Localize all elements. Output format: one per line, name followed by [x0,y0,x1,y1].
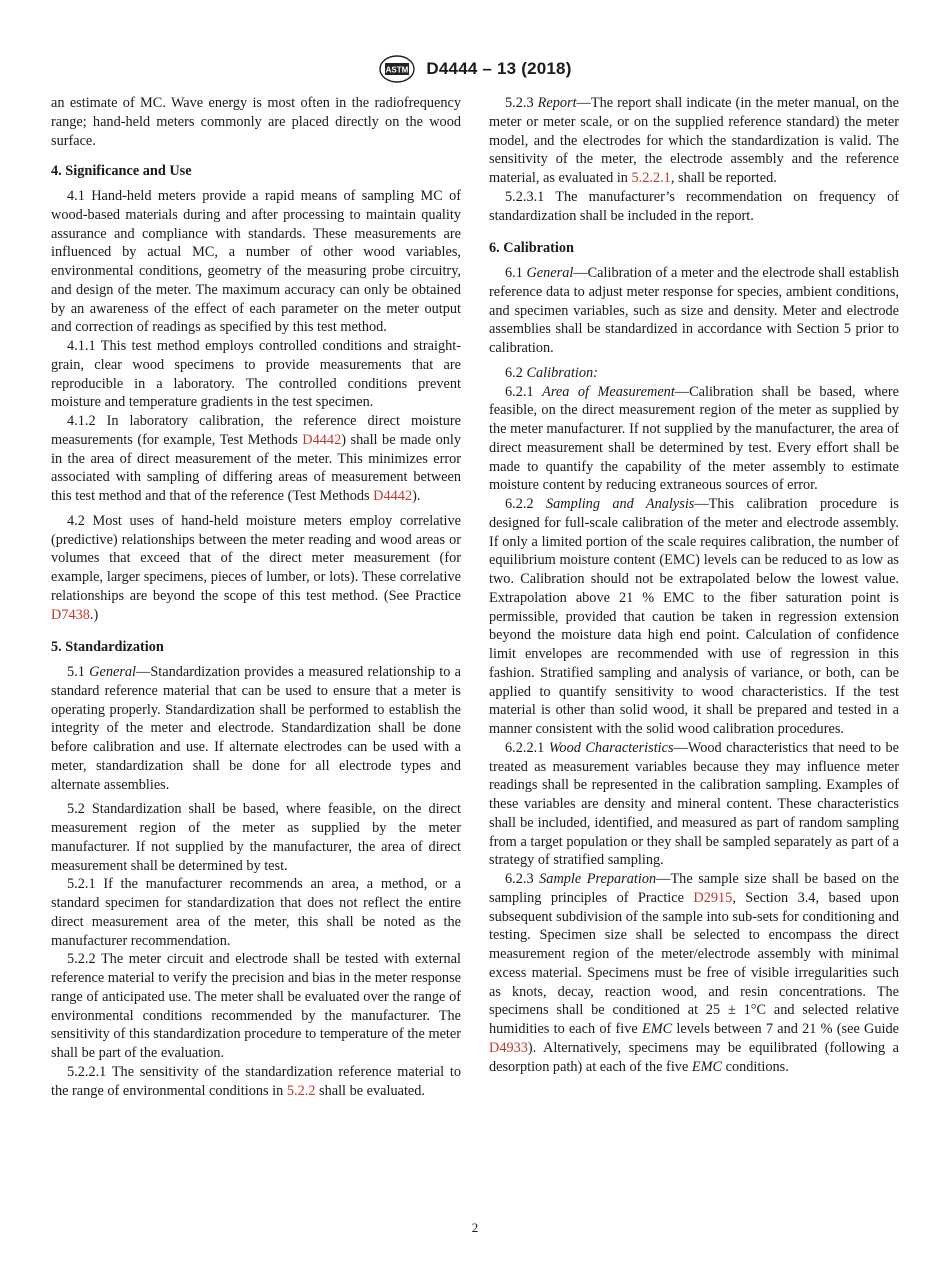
paragraph-4-2: 4.2 Most uses of hand-held moisture meters employ correlative (predictive) relationships between the meter reading and wood areas or volumes that exceed that of the direct meter measurement (for example, larger specimens, pieces of lumber, or lots). These correlative relationships are beyond the scope of this test method. (See Practice D7438.) [51,512,461,623]
paragraph-6-2-1: 6.2.1 Area of Measurement—Calibration shall be based, where feasible, on the direct measurement region of the meter as supplied by the meter manufacturer. If not supplied by the manufacturer, the area of direct measurement shall be determined by test. Every effort shall be made to quantify the capability of the meter assembly to estimate moisture content by reducing extraneous sources of error. [489,383,899,494]
paragraph-5-2-2: 5.2.2 The meter circuit and electrode shall be tested with external reference material to verify the precision and bias in the meter response range of anticipated use. The meter shall be evaluated over the range of environmental conditions recommended by the manufacturer. The sensitivity of this standardization procedure to temperature of the meter shall be part of the evaluation. [51,951,461,1061]
paragraph-4-1: 4.1 Hand-held meters provide a rapid means of sampling MC of wood-based materials during and after processing to maintain quality assurance and compliance with standards. These measurements are influenced by actual MC, a number of other wood variables, environmental conditions, geometry of the measuring probe circuitry, and design of the meter. The maximum accuracy can only be obtained by an awareness of the effect of each parameter on the meter output and correction of readings as specified by this test method. [51,188,461,336]
paragraph-5-2-3: 5.2.3 Report—The report shall indicate (in the meter manual, on the meter or meter scale, or on the supplied reference standard) the meter model, and the electrodes for which the standardization is valid. The sensitivity of the meter, the electrode assembly and the reference material, as evaluated in 5.2.2.1, shall be reported. [489,95,899,186]
paragraph-5-2-3-1: 5.2.3.1 The manufacturer’s recommendation on frequency of standardization shall be included in the report. [489,188,899,224]
paragraph-5-2: 5.2 Standardization shall be based, where feasible, on the direct measurement region of the meter as supplied by the meter manufacturer. If not supplied by the manufacturer, the area of direct measurement shall be determined by test. [51,801,461,874]
reference-link-d7438[interactable]: D7438 [51,606,90,623]
reference-link-d4442[interactable]: D4442 [302,431,342,448]
paragraph-6-2-3: 6.2.3 Sample Preparation—The sample size shall be based on the sampling principles of Practice D2915, Section 3.4, based upon subsequent subdivision of the sample into sub-sets for conditioning and testing. Specimen size shall be selected to encompass the direct measurement region of the meter/electrode assembly with minimal excess material. Specimens must be free of visible irregularities such as knots, decay, reaction wood, and resin concentrations. The specimens shall be conditioned at 25 ± 1°C and selected relative humidities to each of five EMC levels between 7 and 21 % (see Guide D4933). Alternatively, specimens may be equilibrated (following a desorption path) at each of the five EMC conditions. [489,871,899,1075]
right-column [489,94,899,1076]
reference-link-5-2-2-1[interactable]: 5.2.2.1 [631,170,671,186]
paragraph-5-2-1: 5.2.1 If the manufacturer recommends an area, a method, or a standard specimen for standardization that does not reflect the entire direct measurement area of the meter, this shall be noted as the manufacturer recommendation. [51,876,461,949]
section-heading-4: 4. Significance and Use [51,163,192,180]
paragraph-intro: an estimate of MC. Wave energy is most often in the radiofrequency range; hand-held meters commonly are placed directly on the wood surface. [51,95,461,149]
paragraph-6-1: 6.1 General—Calibration of a meter and the electrode shall establish reference data to adjust meter response for species, ambient conditions, and specimen variables, such as size and density. Meter and electrode assemblies shall be standardized in accordance with Section 5 prior to calibration. [489,265,899,356]
page-number: 2 [471,1220,479,1235]
document-designation: D4444 – 13 (2018) [426,59,572,78]
paragraph-4-1-2: 4.1.2 In laboratory calibration, the reference direct moisture measurements (for example, Test Methods D4442) shall be made only in the area of direct measurement of the meter. This minimizes error associated with sampling of differing areas of measurement between this test method and that of the reference (Test Methods D4442). [51,413,461,504]
reference-link-d4442[interactable]: D4442 [373,488,413,504]
paragraph-5-2-2-1: 5.2.2.1 The sensitivity of the standardization reference material to the range of environmental conditions in 5.2.2 shall be evaluated. [51,1063,461,1099]
reference-link-5-2-2[interactable]: 5.2.2 [286,1082,316,1099]
svg-text:ASTM: ASTM [386,65,409,75]
paragraph-4-1-1: 4.1.1 This test method employs controlled conditions and straight-grain, clear wood specimens to provide measurements that are reproducible in a laboratory. The controlled conditions prevent moisture and temperature gradients in the test specimen. [51,338,461,411]
paragraph-6-2-2-1: 6.2.2.1 Wood Characteristics—Wood characteristics that need to be treated as measurement variables because they may influence meter readings shall be represented in the calibration sampling. Examples of these variables are density and mineral content. These characteristics shall be included, identified, and measured as part of random sampling from a target population or they shall be sampled separately as part of a strategy of stratified sampling. [489,739,899,869]
astm-logo-icon [378,54,416,84]
paragraph-6-2: 6.2 Calibration: [505,364,598,381]
paragraph-6-2-2: 6.2.2 Sampling and Analysis—This calibration procedure is designed for full-scale calibration of the meter and electrode assembly. If only a limited portion of the scale requires calibration, the number of equilibrium moisture content (EMC) levels can be reduced to as low as two. Calibration should not be extrapolated below the lowest value. Extrapolation above 21 % EMC to the fiber saturation point is permissible, provided that caution be taken in regression extension beyond the moisture data high end point. Calculation of confidence limit envelopes are recommended with use of regression in this fashion. Stratified sampling and analysis of variance, or both, can be applied to quantify sensitivity to wood characteristics. If the test material is other than solid wood, it shall be prepared and tested in a manner consistent with the solid wood calibration procedures. [489,496,899,737]
reference-link-d2915[interactable]: D2915 [693,889,733,906]
section-heading-5: 5. Standardization [51,639,164,656]
left-column [51,94,461,1100]
page-header [0,54,950,84]
paragraph-5-1: 5.1 General—Standardization provides a measured relationship to a standard reference material that can be used to ensure that a meter is operating properly. Standardization shall be performed to establish the integrity of the meter and electrode. Standardization shall be done before calibration and use. If alternate electrodes can be used with a meter, standardization shall be done for all electrode types and alternate assemblies. [51,664,462,793]
section-heading-6: 6. Calibration [489,240,574,257]
reference-link-d4933[interactable]: D4933 [489,1039,528,1056]
